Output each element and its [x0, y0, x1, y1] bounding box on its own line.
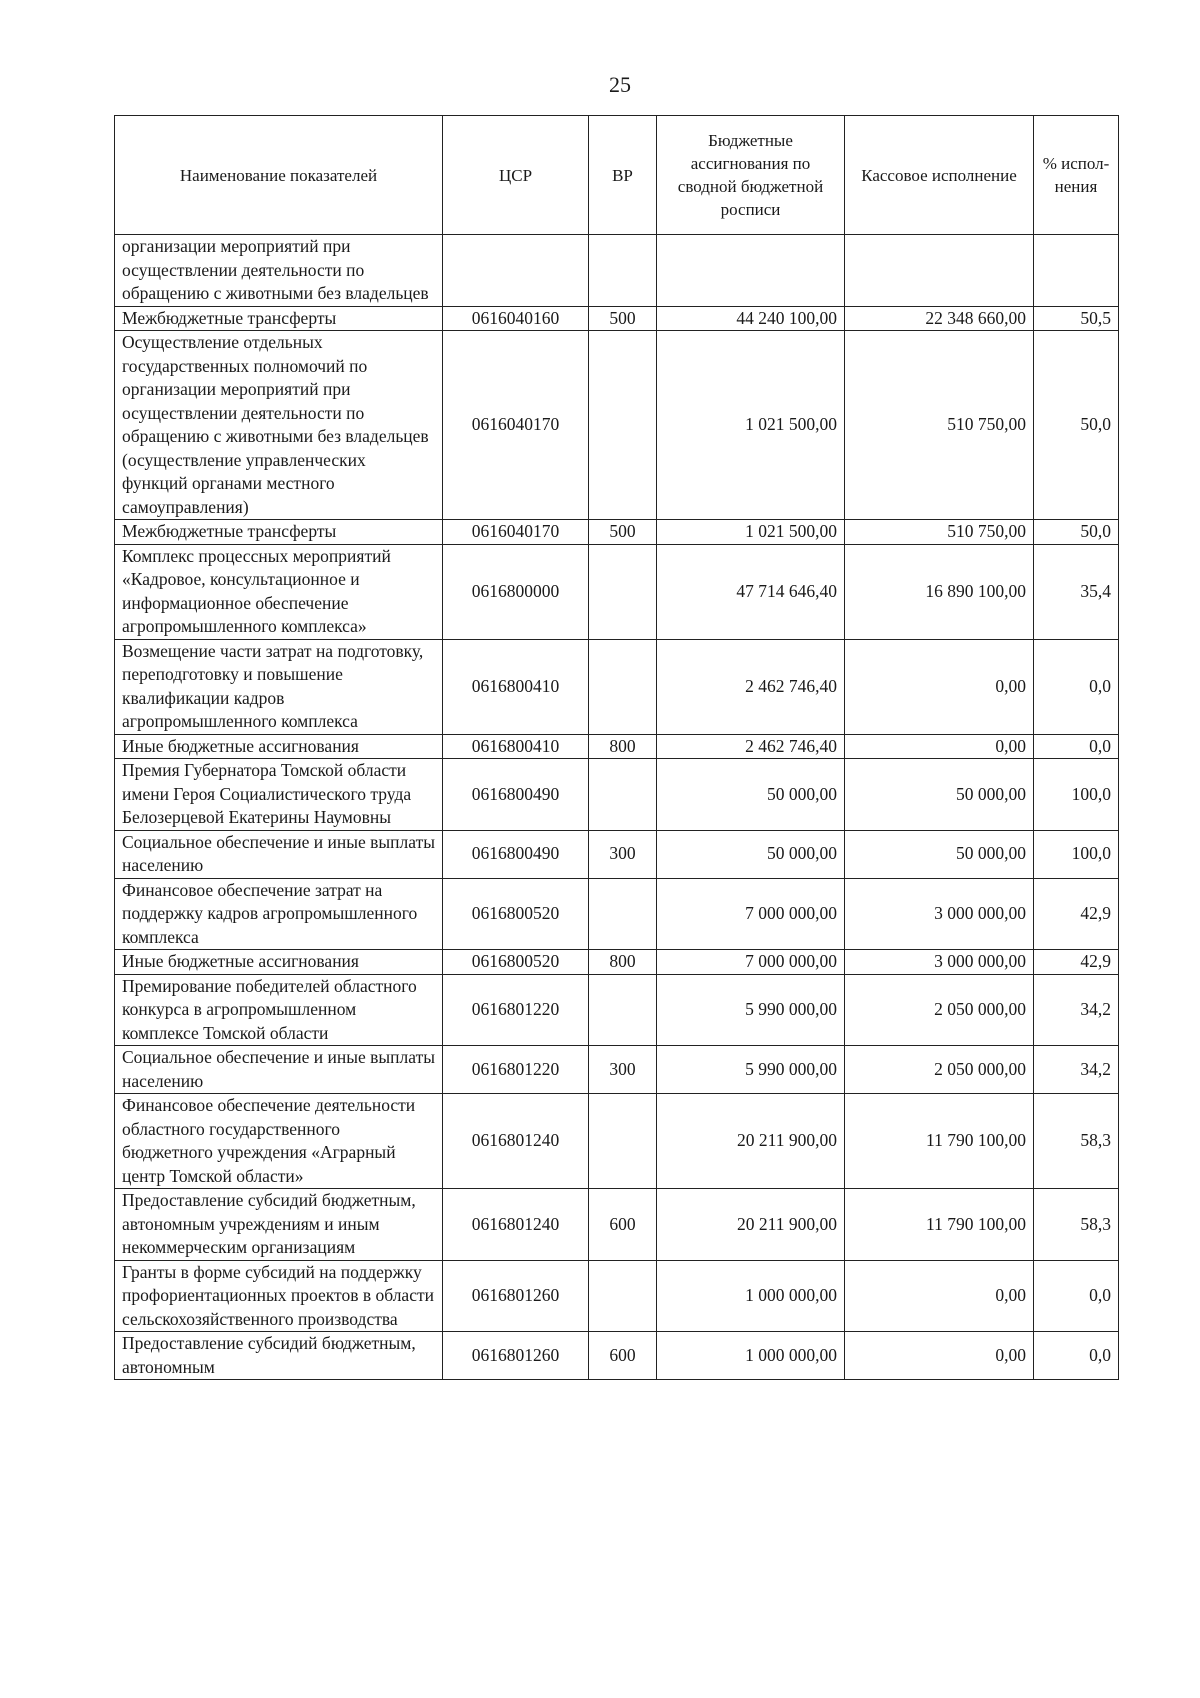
cell-budget: 1 021 500,00 — [657, 520, 845, 545]
table-row — [115, 235, 1119, 307]
cell-name: Иные бюджетные ассигнования — [115, 950, 443, 975]
page-number: 25 — [609, 72, 631, 97]
cell-vr — [589, 878, 657, 950]
cell-name: Межбюджетные трансферты — [115, 520, 443, 545]
cell-vr — [589, 639, 657, 734]
cell-cash: 2 050 000,00 — [845, 974, 1034, 1046]
cell-name: Финансовое обеспечение деятельности областного государственного бюджетного учреждения «Аграрный центр Томской области» — [115, 1094, 443, 1189]
cell-csr: 0616040170 — [443, 520, 589, 545]
cell-budget: 47 714 646,40 — [657, 544, 845, 639]
cell-percent — [1034, 235, 1119, 307]
cell-budget: 1 021 500,00 — [657, 331, 845, 520]
table-row — [115, 878, 1119, 950]
cell-cash: 11 790 100,00 — [845, 1189, 1034, 1261]
cell-csr: 0616801260 — [443, 1260, 589, 1332]
cell-name: Гранты в форме субсидий на поддержку профориентационных проектов в области сельскохозяйственного производства — [115, 1260, 443, 1332]
cell-budget: 50 000,00 — [657, 759, 845, 831]
cell-budget: 44 240 100,00 — [657, 306, 845, 331]
header-name: Наименование показателей — [115, 116, 443, 235]
cell-csr: 0616800490 — [443, 830, 589, 878]
table-row — [115, 830, 1119, 878]
table-row — [115, 734, 1119, 759]
cell-percent: 58,3 — [1034, 1189, 1119, 1261]
cell-name: Социальное обеспечение и иные выплаты населению — [115, 830, 443, 878]
cell-budget: 7 000 000,00 — [657, 878, 845, 950]
cell-name: Межбюджетные трансферты — [115, 306, 443, 331]
cell-percent: 50,0 — [1034, 331, 1119, 520]
cell-csr: 0616800520 — [443, 878, 589, 950]
table-row — [115, 1046, 1119, 1094]
cell-name: Социальное обеспечение и иные выплаты населению — [115, 1046, 443, 1094]
cell-cash: 2 050 000,00 — [845, 1046, 1034, 1094]
header-csr: ЦСР — [443, 116, 589, 235]
cell-vr: 300 — [589, 1046, 657, 1094]
cell-percent: 35,4 — [1034, 544, 1119, 639]
cell-csr: 0616800490 — [443, 759, 589, 831]
cell-cash: 0,00 — [845, 639, 1034, 734]
cell-name: Премия Губернатора Томской области имени Героя Социалистического труда Белозерцевой Екатерины Наумовны — [115, 759, 443, 831]
cell-cash: 3 000 000,00 — [845, 950, 1034, 975]
cell-csr: 0616040160 — [443, 306, 589, 331]
header-cash: Кассовое исполнение — [845, 116, 1034, 235]
table-row — [115, 544, 1119, 639]
table-row — [115, 639, 1119, 734]
table-header — [115, 116, 1119, 235]
table-row — [115, 331, 1119, 520]
cell-percent: 0,0 — [1034, 734, 1119, 759]
cell-csr: 0616801220 — [443, 974, 589, 1046]
cell-name: организации мероприятий при осуществлении деятельности по обращению с животными без владельцев — [115, 235, 443, 307]
cell-cash — [845, 235, 1034, 307]
cell-percent: 34,2 — [1034, 974, 1119, 1046]
cell-cash: 0,00 — [845, 1260, 1034, 1332]
cell-percent: 58,3 — [1034, 1094, 1119, 1189]
cell-vr — [589, 235, 657, 307]
cell-percent: 34,2 — [1034, 1046, 1119, 1094]
table-body — [115, 235, 1119, 1380]
cell-budget: 5 990 000,00 — [657, 1046, 845, 1094]
cell-name: Финансовое обеспечение затрат на поддержку кадров агропромышленного комплекса — [115, 878, 443, 950]
budget-execution-table — [114, 115, 1119, 1380]
cell-percent: 100,0 — [1034, 759, 1119, 831]
cell-cash: 11 790 100,00 — [845, 1094, 1034, 1189]
cell-vr — [589, 759, 657, 831]
cell-cash: 22 348 660,00 — [845, 306, 1034, 331]
cell-percent: 42,9 — [1034, 878, 1119, 950]
cell-cash: 0,00 — [845, 1332, 1034, 1380]
cell-vr: 800 — [589, 950, 657, 975]
cell-csr: 0616801240 — [443, 1094, 589, 1189]
cell-budget: 2 462 746,40 — [657, 734, 845, 759]
cell-vr — [589, 544, 657, 639]
cell-percent: 100,0 — [1034, 830, 1119, 878]
table-row — [115, 1332, 1119, 1380]
cell-csr: 0616800520 — [443, 950, 589, 975]
cell-budget: 1 000 000,00 — [657, 1260, 845, 1332]
header-percent: % испол-нения — [1034, 116, 1119, 235]
cell-budget: 20 211 900,00 — [657, 1094, 845, 1189]
cell-percent: 50,0 — [1034, 520, 1119, 545]
cell-name: Предоставление субсидий бюджетным, автономным — [115, 1332, 443, 1380]
cell-cash: 510 750,00 — [845, 520, 1034, 545]
cell-csr — [443, 235, 589, 307]
cell-name: Комплекс процессных мероприятий «Кадровое, консультационное и информационное обеспечение агропромышленного комплекса» — [115, 544, 443, 639]
cell-vr: 600 — [589, 1189, 657, 1261]
header-row — [115, 116, 1119, 235]
cell-percent: 42,9 — [1034, 950, 1119, 975]
cell-budget: 1 000 000,00 — [657, 1332, 845, 1380]
cell-name: Иные бюджетные ассигнования — [115, 734, 443, 759]
table-row — [115, 759, 1119, 831]
header-budget: Бюджетные ассигнования по сводной бюджетной росписи — [657, 116, 845, 235]
cell-budget — [657, 235, 845, 307]
cell-vr: 600 — [589, 1332, 657, 1380]
cell-percent: 50,5 — [1034, 306, 1119, 331]
cell-csr: 0616801220 — [443, 1046, 589, 1094]
table-row — [115, 974, 1119, 1046]
cell-budget: 2 462 746,40 — [657, 639, 845, 734]
header-vr: ВР — [589, 116, 657, 235]
cell-csr: 0616800410 — [443, 734, 589, 759]
cell-budget: 50 000,00 — [657, 830, 845, 878]
cell-cash: 16 890 100,00 — [845, 544, 1034, 639]
cell-vr — [589, 331, 657, 520]
cell-csr: 0616801240 — [443, 1189, 589, 1261]
cell-csr: 0616801260 — [443, 1332, 589, 1380]
cell-vr — [589, 974, 657, 1046]
cell-vr: 300 — [589, 830, 657, 878]
cell-cash: 510 750,00 — [845, 331, 1034, 520]
cell-vr — [589, 1094, 657, 1189]
table-row — [115, 306, 1119, 331]
cell-cash: 3 000 000,00 — [845, 878, 1034, 950]
cell-name: Осуществление отдельных государственных полномочий по организации мероприятий при осуществлении деятельности по обращению с животными без владельцев (осуществление управленческих функций органами местного самоуправления) — [115, 331, 443, 520]
cell-vr: 500 — [589, 306, 657, 331]
cell-cash: 0,00 — [845, 734, 1034, 759]
cell-budget: 5 990 000,00 — [657, 974, 845, 1046]
cell-cash: 50 000,00 — [845, 830, 1034, 878]
cell-vr: 800 — [589, 734, 657, 759]
cell-budget: 7 000 000,00 — [657, 950, 845, 975]
cell-csr: 0616800000 — [443, 544, 589, 639]
table-row — [115, 950, 1119, 975]
table-row — [115, 1260, 1119, 1332]
cell-percent: 0,0 — [1034, 1260, 1119, 1332]
cell-vr: 500 — [589, 520, 657, 545]
table-row — [115, 1094, 1119, 1189]
cell-budget: 20 211 900,00 — [657, 1189, 845, 1261]
cell-csr: 0616040170 — [443, 331, 589, 520]
table-row — [115, 1189, 1119, 1261]
cell-name: Предоставление субсидий бюджетным, автономным учреждениям и иным некоммерческим организациям — [115, 1189, 443, 1261]
cell-percent: 0,0 — [1034, 639, 1119, 734]
cell-name: Премирование победителей областного конкурса в агропромышленном комплексе Томской области — [115, 974, 443, 1046]
cell-percent: 0,0 — [1034, 1332, 1119, 1380]
cell-name: Возмещение части затрат на подготовку, переподготовку и повышение квалификации кадров агропромышленного комплекса — [115, 639, 443, 734]
cell-vr — [589, 1260, 657, 1332]
cell-cash: 50 000,00 — [845, 759, 1034, 831]
table-row — [115, 520, 1119, 545]
cell-csr: 0616800410 — [443, 639, 589, 734]
